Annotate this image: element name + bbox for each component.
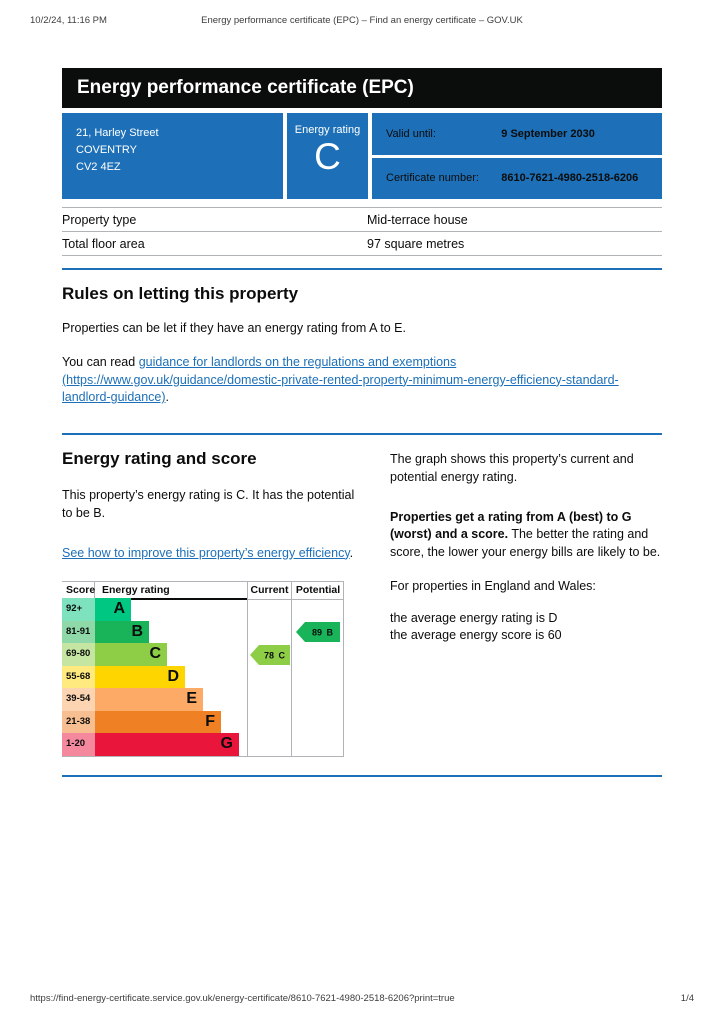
epc-band-row [62, 598, 343, 621]
property-type-value: Mid-terrace house [367, 213, 468, 227]
energy-rating-value: C [314, 136, 341, 177]
chart-header-current: Current [247, 582, 291, 600]
current-rating-cell [247, 711, 291, 734]
guidance-prefix: You can read [62, 354, 139, 369]
band-bar: E [95, 688, 203, 711]
potential-rating-cell [291, 666, 344, 689]
current-rating-cell [247, 688, 291, 711]
chart-header-score: Score [62, 582, 95, 600]
certificate-summary-boxes [62, 113, 662, 199]
band-score-range: 39-54 [62, 688, 95, 711]
energy-rating-section [62, 449, 662, 757]
epc-chart-rows [62, 598, 343, 756]
rating-summary-paragraph: This property’s energy rating is C. It has the potential to be B. [62, 488, 355, 520]
section-divider [62, 268, 662, 270]
band-bar: A [95, 598, 131, 621]
svg-text:89 B: 89 B [311, 627, 334, 638]
rules-section-heading: Rules on letting this property [62, 284, 299, 303]
section-divider [62, 775, 662, 777]
property-summary-table [62, 207, 662, 256]
browser-print-footer [30, 993, 694, 1004]
landlord-guidance-link[interactable]: guidance for landlords on the regulations and exemptions (https://www.gov.uk/guidance/domestic-private-rented-property-minimum-energy-efficiency-standard-landlord-guidance) [62, 354, 619, 405]
band-bar-cell [95, 733, 247, 756]
energy-rating-label: Energy rating [294, 124, 361, 136]
band-score-range: 69-80 [62, 643, 95, 666]
rating-explanation-bold: Properties get a rating from A (best) to G (worst) and a score. [390, 509, 632, 542]
certificate-title-banner: Energy performance certificate (EPC) [62, 68, 662, 108]
current-rating-arrow [250, 645, 290, 665]
rules-paragraph: Properties can be let if they have an energy rating from A to E. [62, 321, 406, 335]
band-bar: B [95, 621, 149, 644]
rating-explanation-paragraph [390, 509, 662, 562]
address-line-3: CV2 4EZ [76, 161, 121, 174]
chart-header-energy-rating: Energy rating [95, 582, 247, 600]
print-page-indicator: 1/4 [680, 993, 694, 1004]
band-bar-cell [95, 688, 247, 711]
print-document-title: Energy performance certificate (EPC) – Find an energy certificate – GOV.UK [201, 15, 523, 26]
improve-paragraph [62, 545, 364, 563]
current-rating-cell [247, 621, 291, 644]
band-bar-cell [95, 666, 247, 689]
rating-explanation-rest: The better the rating and score, the lower your energy bills are likely to be. [390, 527, 661, 559]
total-floor-area-value: 97 square metres [367, 237, 465, 251]
potential-rating-cell [291, 688, 344, 711]
epc-chart-header [62, 581, 343, 598]
potential-rating-cell [291, 711, 344, 734]
address-line-1: 21, Harley Street [76, 127, 159, 139]
energy-rating-box [287, 113, 368, 199]
certificate-content [62, 68, 662, 777]
rating-section-heading: Energy rating and score [62, 449, 257, 468]
potential-rating-arrow [296, 622, 340, 642]
band-bar: D [95, 666, 185, 689]
table-row [62, 231, 662, 256]
current-rating-cell [247, 733, 291, 756]
improve-suffix: . [349, 545, 354, 560]
epc-band-row [62, 621, 343, 644]
potential-rating-cell [291, 621, 344, 644]
chart-header-potential: Potential [291, 582, 344, 600]
valid-until-row [372, 113, 662, 155]
band-bar: F [95, 711, 221, 734]
graph-intro-paragraph: The graph shows this property’s current and potential energy rating. [390, 452, 634, 484]
address-line-2: COVENTRY [76, 144, 137, 157]
potential-rating-cell [291, 598, 344, 621]
epc-band-row [62, 643, 343, 666]
band-bar: C [95, 643, 167, 666]
current-rating-cell [247, 666, 291, 689]
band-bar-cell [95, 598, 247, 621]
certificate-number-value: 8610-7621-4980-2518-6206 [501, 172, 639, 185]
guidance-suffix: . [165, 390, 170, 405]
epc-band-row [62, 711, 343, 734]
property-type-label: Property type [62, 213, 137, 227]
rating-left-column [62, 449, 364, 757]
band-score-range: 1-20 [62, 733, 95, 756]
potential-rating-cell [291, 643, 344, 666]
total-floor-area-label: Total floor area [62, 237, 145, 251]
average-score-line: the average energy score is 60 [390, 628, 562, 643]
valid-until-label: Valid until: [386, 127, 436, 140]
epc-band-row [62, 666, 343, 689]
certificate-number-label: Certificate number: [386, 172, 479, 185]
validity-box [372, 113, 662, 199]
browser-print-header [30, 15, 694, 29]
print-url: https://find-energy-certificate.service.gov.uk/energy-certificate/8610-7621-4980-2518-6206?print=true [30, 993, 455, 1004]
band-score-range: 92+ [62, 598, 95, 621]
band-score-range: 21-38 [62, 711, 95, 734]
band-bar-cell [95, 643, 247, 666]
guidance-paragraph [62, 354, 662, 407]
band-score-range: 81-91 [62, 621, 95, 644]
property-address-box [62, 113, 283, 199]
rating-right-column [390, 449, 662, 757]
epc-rating-chart [62, 581, 344, 757]
average-rating-line: the average energy rating is D [390, 610, 558, 625]
epc-band-row [62, 733, 343, 756]
section-divider [62, 433, 662, 435]
current-rating-cell [247, 598, 291, 621]
current-rating-cell [247, 643, 291, 666]
band-bar-cell [95, 711, 247, 734]
epc-band-row [62, 688, 343, 711]
band-bar-cell [95, 621, 247, 644]
print-datetime: 10/2/24, 11:16 PM [30, 15, 107, 26]
band-score-range: 55-68 [62, 666, 95, 689]
valid-until-value: 9 September 2030 [501, 127, 595, 140]
certificate-number-row [372, 158, 662, 200]
band-bar: G [95, 733, 239, 756]
potential-rating-cell [291, 733, 344, 756]
svg-text:78 C: 78 C [263, 650, 285, 660]
table-row [62, 207, 662, 231]
improve-efficiency-link[interactable]: See how to improve this property’s energy efficiency [62, 545, 350, 560]
averages-intro-paragraph: For properties in England and Wales: [390, 578, 596, 593]
